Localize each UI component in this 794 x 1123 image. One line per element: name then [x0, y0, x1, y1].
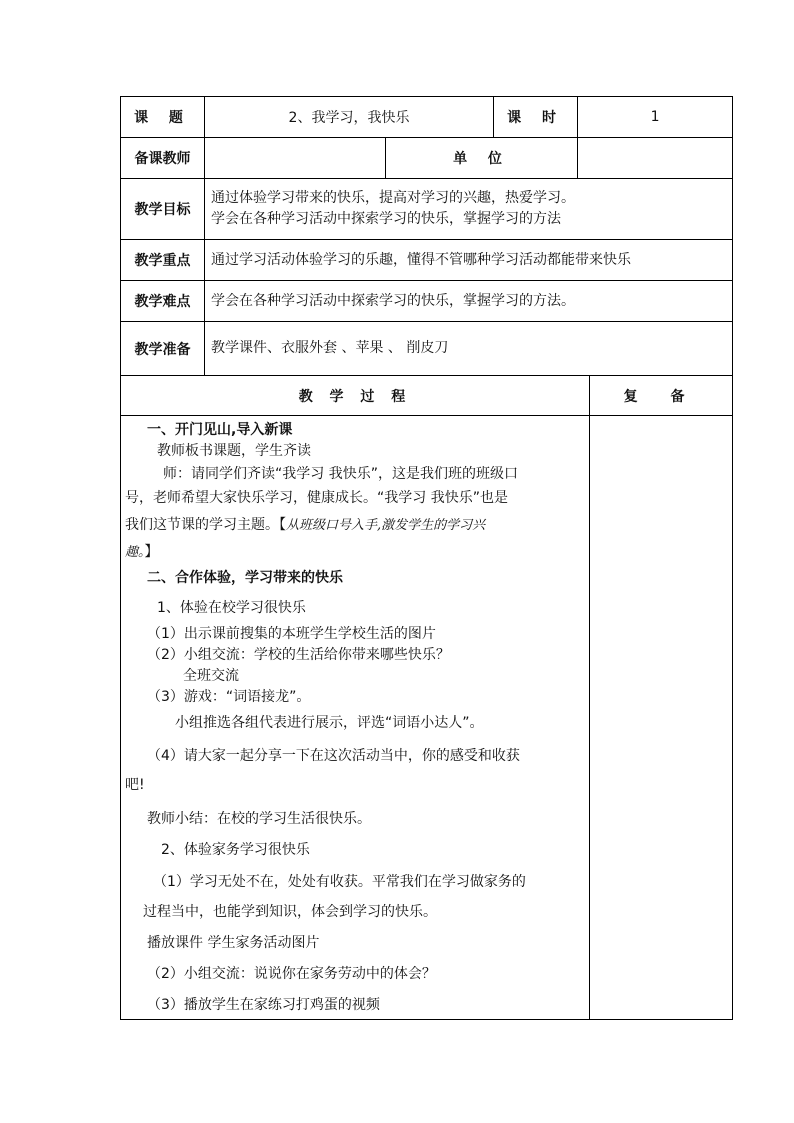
topic-value: 2、我学习，我快乐	[205, 97, 494, 138]
section-2-item-3: （3）游戏：“词语接龙”。	[147, 689, 311, 705]
section-2-item-1: （1）出示课前搜集的本班学生学校生活的图片	[147, 626, 436, 642]
section-1-line-4-text: 我们这节课的学习主题。【	[125, 517, 286, 533]
review-header: 复 备	[590, 376, 733, 416]
review-cell	[590, 416, 733, 1020]
goals-line-2: 学会在各种学习活动中探索学习的快乐，掌握学习的方法	[211, 211, 561, 227]
prep-row	[121, 322, 733, 376]
difficulty-text: 学会在各种学习活动中探索学习的快乐，掌握学习的方法。	[205, 281, 733, 322]
teacher-label: 备课教师	[121, 138, 205, 179]
section-2-item-4b: 吧!	[125, 777, 145, 793]
section-1-line-2: 师：请同学们齐读“我学习 我快乐”，这是我们班的班级口	[163, 466, 518, 482]
process-body-row	[121, 416, 733, 1020]
topic-label: 课 题	[121, 97, 205, 138]
teacher-row	[121, 138, 733, 179]
key-label: 教学重点	[121, 240, 205, 281]
goals-line-1: 通过体验学习带来的快乐，提高对学习的兴趣，热爱学习。	[211, 190, 575, 206]
difficulty-row	[121, 281, 733, 322]
section-2-item-2: （2）小组交流：学校的生活给你带来哪些快乐？	[147, 647, 450, 663]
section-2-sub-2: 2、体验家务学习很快乐	[161, 842, 310, 858]
section-2-home-1b: 过程当中，也能学到知识，体会到学习的快乐。	[143, 904, 437, 920]
section-1-line-4	[125, 515, 585, 536]
unit-label: 单 位	[386, 138, 578, 179]
teacher-value	[205, 138, 386, 179]
goals-label: 教学目标	[121, 179, 205, 240]
period-label: 课 时	[494, 97, 578, 138]
section-2-home-1: （1）学习无处不在，处处有收获。平常我们在学习做家务的	[153, 874, 526, 890]
section-2-home-1c: 播放课件 学生家务活动图片	[147, 935, 320, 951]
lesson-plan-table	[120, 96, 733, 1020]
goals-cell	[205, 179, 733, 240]
key-text: 通过学习活动体验学习的乐趣，懂得不管哪种学习活动都能带来快乐	[205, 240, 733, 281]
section-1-line-3: 号，老师希望大家快乐学习，健康成长。“我学习 我快乐”也是	[125, 490, 508, 506]
section-2-summary: 教师小结：在校的学习生活很快乐。	[147, 811, 371, 827]
section-2-home-3: （3）播放学生在家练习打鸡蛋的视频	[147, 997, 380, 1013]
section-1-title: 一、开门见山,导入新课	[147, 422, 293, 438]
difficulty-label: 教学难点	[121, 281, 205, 322]
section-2-sub-1: 1、体验在校学习很快乐	[157, 600, 306, 616]
key-row	[121, 240, 733, 281]
section-1-line-1: 教师板书课题，学生齐读	[157, 443, 311, 459]
process-content	[121, 416, 590, 1020]
section-2-title: 二、合作体验，学习带来的快乐	[147, 570, 343, 586]
section-1-line-5	[125, 542, 585, 563]
process-header-row	[121, 376, 733, 416]
goals-row	[121, 179, 733, 240]
prep-label: 教学准备	[121, 322, 205, 376]
section-2-item-4: （4）请大家一起分享一下在这次活动当中，你的感受和收获	[147, 748, 520, 764]
unit-value	[578, 138, 733, 179]
bracket-close: 】	[144, 544, 159, 560]
design-note: 从班级口号入手,激发学生的学习兴	[286, 518, 486, 533]
process-header: 教 学 过 程	[121, 376, 590, 416]
section-2-item-2b: 全班交流	[183, 668, 239, 684]
section-2-home-2: （2）小组交流：说说你在家务劳动中的体会？	[147, 966, 436, 982]
prep-text: 教学课件、衣服外套 、苹果 、 削皮刀	[205, 322, 733, 376]
section-2-item-3b: 小组推选各组代表进行展示，评选“词语小达人”。	[175, 715, 484, 731]
period-value: 1	[578, 97, 733, 138]
design-note-end: 趣。	[125, 545, 145, 560]
topic-row	[121, 97, 733, 138]
